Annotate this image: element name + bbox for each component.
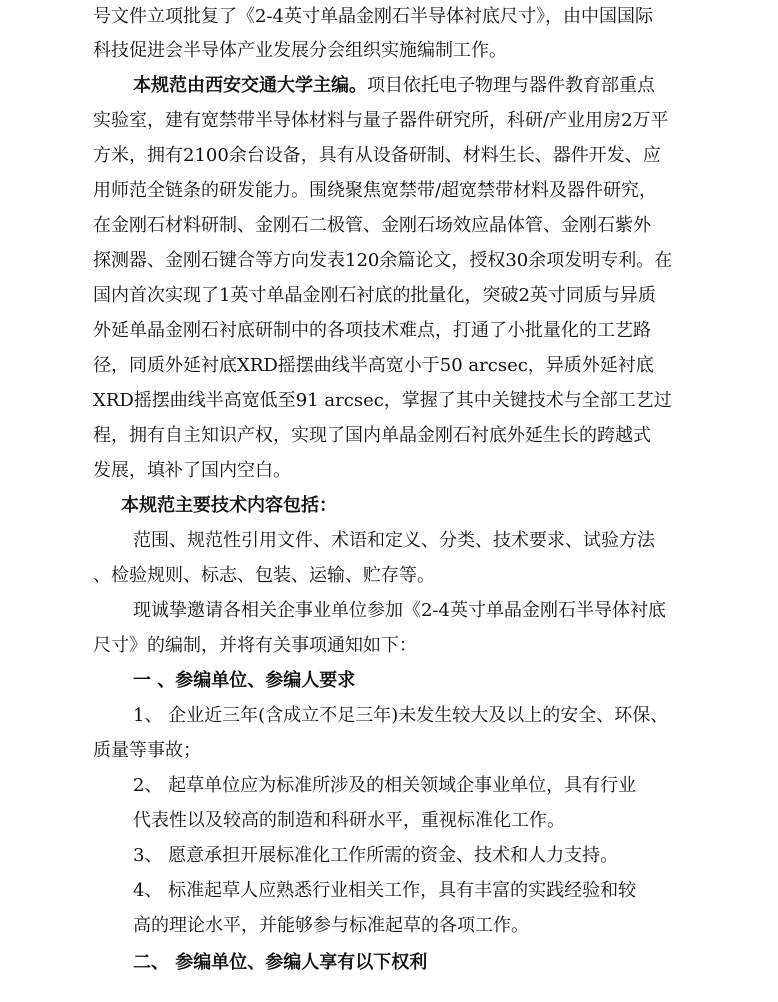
- paragraph-line: 本规范由西安交通大学主编。项目依托电子物理与器件教育部重点: [133, 75, 655, 96]
- paragraph-line: 科技促进会半导体产业发展分会组织实施编制工作。: [93, 40, 507, 61]
- bold-lead-text: 本规范由西安交通大学主编。: [133, 75, 367, 96]
- paragraph-line: 范围、规范性引用文件、术语和定义、分类、技术要求、试验方法: [133, 530, 655, 551]
- paragraph-line: 发展，填补了国内空白。: [93, 460, 291, 481]
- paragraph-line: 方米，拥有2100余台设备，具有从设备研制、材料生长、器件开发、应: [93, 145, 661, 166]
- paragraph-line: 现诚挚邀请各相关企事业单位参加《2-4英寸单晶金刚石半导体衬底: [133, 600, 666, 621]
- paragraph-line: 在金刚石材料研制、金刚石二极管、金刚石场效应晶体管、金刚石紫外: [93, 215, 651, 236]
- paragraph-line: XRD摇摆曲线半高宽低至91 arcsec，掌握了其中关键技术与全部工艺过: [93, 390, 672, 411]
- paragraph-line: 、检验规则、标志、包装、运输、贮存等。: [93, 565, 435, 586]
- paragraph-line: 探测器、金刚石键合等方向发表120余篇论文，授权30余项发明专利。在: [93, 250, 673, 271]
- section-heading: 本规范主要技术内容包括：: [121, 495, 337, 516]
- section-heading: 二、 参编单位、参编人享有以下权利: [133, 952, 428, 973]
- paragraph-line: 尺寸》的编制，并将有关事项通知如下：: [93, 635, 417, 656]
- paragraph-line: 程，拥有自主知识产权，实现了国内单晶金刚石衬底外延生长的跨越式: [93, 425, 651, 446]
- paragraph-line: 用师范全链条的研发能力。围绕聚焦宽禁带/超宽禁带材料及器件研究，: [93, 180, 658, 201]
- list-item: 2、 起草单位应为标准所涉及的相关领域企事业单位，具有行业: [133, 775, 637, 796]
- list-item-continuation: 质量等事故；: [93, 740, 201, 761]
- paragraph-line: 国内首次实现了1英寸单晶金刚石衬底的批量化，突破2英寸同质与异质: [93, 285, 656, 306]
- paragraph-line: 实验室，建有宽禁带半导体材料与量子器件研究所，科研/产业用房2万平: [93, 110, 669, 131]
- paragraph-line: 径，同质外延衬底XRD摇摆曲线半高宽小于50 arcsec，异质外延衬底: [93, 355, 654, 376]
- paragraph-line: 号文件立项批复了《2-4英寸单晶金刚石半导体衬底尺寸》，由中国国际: [93, 6, 653, 27]
- list-item: 4、 标准起草人应熟悉行业相关工作，具有丰富的实践经验和较: [133, 880, 637, 901]
- section-heading: 一 、参编单位、参编人要求: [133, 670, 356, 691]
- list-item-continuation: 高的理论水平，并能够参与标准起草的各项工作。: [133, 915, 529, 936]
- list-item-continuation: 代表性以及较高的制造和科研水平，重视标准化工作。: [133, 810, 565, 831]
- list-item: 1、 企业近三年(含成立不足三年)未发生较大及以上的安全、环保、: [133, 705, 669, 726]
- paragraph-line: 外延单晶金刚石衬底研制中的各项技术难点，打通了小批量化的工艺路: [93, 320, 651, 341]
- list-item: 3、 愿意承担开展标准化工作所需的资金、技术和人力支持。: [133, 845, 619, 866]
